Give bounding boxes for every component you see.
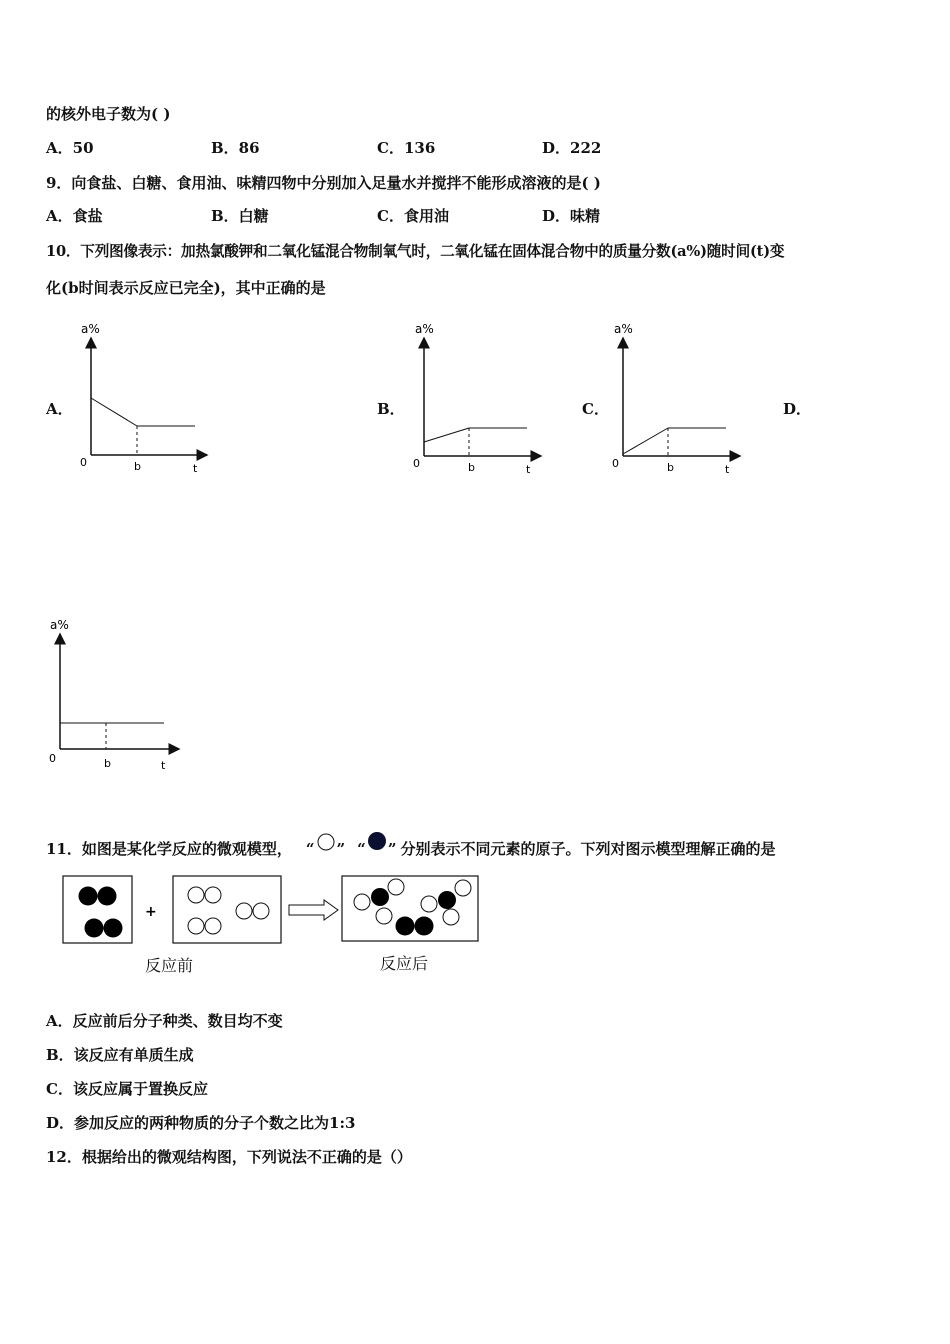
graph-b-origin: 0 xyxy=(413,457,420,470)
graph-c-t-label: t xyxy=(725,463,730,476)
black-atom-icon xyxy=(98,887,117,906)
graph-a-y-label: a% xyxy=(81,322,100,336)
black-atom-icon xyxy=(104,919,123,938)
black-atom-icon xyxy=(79,887,98,906)
q11-reaction-diagram xyxy=(60,872,485,950)
q10-graph-a xyxy=(75,318,215,478)
q11-quote-open-1: “ xyxy=(305,840,315,858)
after-reaction-label: 反应后 xyxy=(380,954,429,973)
graph-d-t-label: t xyxy=(161,759,166,772)
white-atom-icon xyxy=(455,880,471,896)
graph-c-y-label: a% xyxy=(614,322,633,336)
q10-stem-line2: 化(b时间表示反应已完全)，其中正确的是 xyxy=(46,279,326,297)
black-atom-icon xyxy=(415,917,434,936)
q8-option-b: B．86 xyxy=(211,139,260,157)
graph-c-curve-rise xyxy=(623,428,668,454)
q10-graph-d xyxy=(44,614,189,779)
black-atom-icon xyxy=(438,891,456,909)
white-atom-icon xyxy=(236,903,252,919)
q8-option-c: C．136 xyxy=(377,139,436,157)
q11-option-a: A．反应前后分子种类、数目均不变 xyxy=(46,1012,283,1030)
q10-option-b-label: B． xyxy=(377,400,405,418)
q11-stem xyxy=(46,831,775,859)
black-atom-icon xyxy=(366,831,388,851)
white-atom-icon xyxy=(205,918,221,934)
graph-d-origin: 0 xyxy=(49,752,56,765)
reaction-arrow-icon xyxy=(289,900,338,920)
graph-d-b-tick: b xyxy=(104,757,111,770)
graph-a-origin: 0 xyxy=(80,456,87,469)
black-atom-icon xyxy=(371,888,389,906)
white-atom-icon xyxy=(421,896,437,912)
q11-stem-num: 11．如图是某化学反应的微观模型， xyxy=(46,840,292,858)
graph-b-curve-rise xyxy=(424,428,469,442)
q10-option-a-label: A． xyxy=(46,400,73,418)
q10-graph-c xyxy=(606,318,746,478)
q11-quote-close-2: ” xyxy=(387,840,397,858)
white-atom-icon xyxy=(443,909,459,925)
white-atom-icon xyxy=(188,887,204,903)
graph-c-origin: 0 xyxy=(612,457,619,470)
black-atom-icon xyxy=(396,917,415,936)
q11-option-c: C．该反应属于置换反应 xyxy=(46,1080,208,1098)
q8-stem-tail: 的核外电子数为( ) xyxy=(46,105,171,123)
white-atom-icon xyxy=(315,833,337,851)
graph-b-t-label: t xyxy=(526,463,531,476)
q11-option-b: B．该反应有单质生成 xyxy=(46,1046,194,1064)
q11-quote-open-2: “ xyxy=(357,840,366,858)
graph-b-b-tick: b xyxy=(468,461,475,474)
graph-c-b-tick: b xyxy=(667,461,674,474)
white-atom-icon xyxy=(205,887,221,903)
q10-option-d-label: D． xyxy=(783,400,812,418)
graph-a-t-label: t xyxy=(193,462,198,475)
white-atom-icon xyxy=(388,879,404,895)
graph-a-curve-decline xyxy=(91,398,137,426)
graph-a-b-tick: b xyxy=(134,460,141,473)
before-reaction-label: 反应前 xyxy=(145,956,194,975)
white-atom-icon xyxy=(376,908,392,924)
white-atom-icon xyxy=(354,894,370,910)
q11-option-d: D．参加反应的两种物质的分子个数之比为1:3 xyxy=(46,1114,356,1132)
q12-stem: 12．根据给出的微观结构图，下列说法不正确的是（） xyxy=(46,1148,412,1166)
q9-option-c: C．食用油 xyxy=(377,207,449,225)
q8-option-a: A．50 xyxy=(46,139,94,157)
q10-graph-b xyxy=(407,318,547,478)
graph-b-y-label: a% xyxy=(415,322,434,336)
q10-stem-line1: 10．下列图像表示：加热氯酸钾和二氧化锰混合物制氧气时，二氧化锰在固体混合物中的质量分数(a%)随时间(t)变 xyxy=(46,243,785,260)
q9-option-a: A．食盐 xyxy=(46,207,103,225)
white-atom-icon xyxy=(188,918,204,934)
q9-option-d: D．味精 xyxy=(542,207,601,225)
plus-sign: + xyxy=(145,904,157,920)
q9-stem: 9．向食盐、白糖、食用油、味精四物中分别加入足量水并搅拌不能形成溶液的是( ) xyxy=(46,174,601,192)
q9-option-b: B．白糖 xyxy=(211,207,269,225)
q11-quote-close-1: ” xyxy=(336,840,346,858)
black-atom-icon xyxy=(85,919,104,938)
graph-d-y-label: a% xyxy=(50,618,69,632)
q8-option-d: D．222 xyxy=(542,139,602,157)
q11-stem-tail: 分别表示不同元素的原子。下列对图示模型理解正确的是 xyxy=(400,840,776,858)
white-atom-icon xyxy=(253,903,269,919)
q10-option-c-label: C． xyxy=(582,400,609,418)
